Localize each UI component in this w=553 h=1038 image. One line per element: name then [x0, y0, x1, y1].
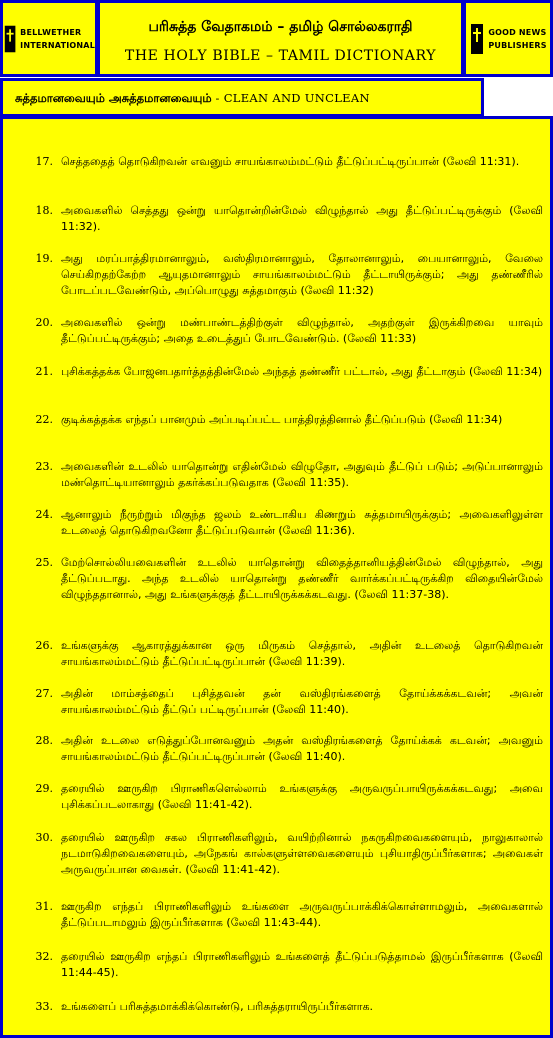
verse-item	[33, 949, 543, 981]
verse-number: 24.	[35, 508, 53, 521]
section-heading	[15, 91, 370, 107]
verse-text: அதின் உடலை எடுத்துப்போனவனும் அதன் வஸ்திரங்களைத் தோய்க்கக் கடவன்; அவனும் சாயங்காலம்மட்டும் தீட்டுப்பட்டிருப்பான் (லேவி 11:40).	[61, 734, 543, 763]
verse-text: ஊருகிற எந்தப் பிராணிகளிலும் உங்களை அருவருப்பாக்கிக்கொள்ளாமலும், அவைகளால் தீட்டுப்படாமலும் இருப்பீர்களாக (லேவி 11:43-44).	[61, 900, 543, 929]
verse-number: 31.	[35, 900, 53, 913]
verse-number: 25.	[35, 556, 53, 569]
verse-number: 22.	[35, 413, 53, 426]
verse-text: மேற்சொல்லியவைகளின் உடலில் யாதொன்று விதைத்தானியத்தின்மேல் விழுந்தால், அது தீட்டுப்படாது. அந்த உடலில் யாதொன்று தண்ணீர் வார்க்கப்பட்டிருக்கிற விதையின்மேல் விழுந்ததானால், அது உங்களுக்குத் தீட்டாயிருக்கக்கடவது. (லேவி 11:37-38).	[61, 556, 543, 601]
verse-number: 18.	[35, 204, 53, 217]
verse-number: 29.	[35, 782, 53, 795]
verse-number: 26.	[35, 639, 53, 652]
verse-number: 23.	[35, 460, 53, 473]
publisher-logo-right	[463, 0, 553, 77]
page-title-tamil: பரிசுத்த வேதாகமம் – தமிழ் சொல்லகராதி	[148, 19, 413, 35]
publisher-logo-left	[0, 0, 98, 77]
section-heading-english: - CLEAN AND UNCLEAN	[211, 91, 370, 105]
verse-item	[33, 154, 543, 170]
page-title-english: THE HOLY BIBLE – TAMIL DICTIONARY	[124, 48, 437, 64]
verse-number: 27.	[35, 687, 53, 700]
verse-number: 33.	[35, 1000, 53, 1013]
verse-text: தரையில் ஊருகிற பிராணிகளெல்லாம் உங்களுக்கு அருவருப்பாயிருக்கக்கடவது; அவை புசிக்கப்படலாகாது (லேவி 11:41-42).	[61, 782, 543, 811]
verse-text: அவைகளில் ஒன்று மண்பாண்டத்திற்குள் விழுந்தால், அதற்குள் இருக்கிறவை யாவும் தீட்டுப்பட்டிருக்கும்; அதை உடைத்துப் போடவேண்டும். (லேவி 11:33)	[61, 316, 543, 345]
verse-number: 17.	[35, 155, 53, 168]
verse-item	[33, 638, 543, 670]
verse-item	[33, 733, 543, 765]
title-box	[97, 0, 464, 77]
verse-text: அது மரப்பாத்திரமானாலும், வஸ்திரமானாலும், தோலானாலும், பையானாலும், வேலை செய்கிறதற்கேற்ற ஆயுதமானாலும் சாயங்காலம்மட்டும் தீட்டாயிருக்கும்; அது தண்ணீரில் போடப்படவேண்டும், அப்பொழுது சுத்தமாகும் (லேவி 11:32)	[61, 252, 543, 297]
verse-text: குடிக்கத்தக்க எந்தப் பானமும் அப்படிப்பட்ட பாத்திரத்தினால் தீட்டுப்படும் (லேவி 11:34)	[61, 413, 503, 426]
left-logo-line: BELLWETHER	[20, 27, 82, 37]
section-heading-tamil: சுத்தமானவையும் அசுத்தமானவையும்	[15, 91, 212, 105]
verse-text: அவைகளின் உடலில் யாதொன்று எதின்மேல் விழுதோ, அதுவும் தீட்டுப் படும்; அடுப்பானாலும் மண்தொட்டியானாலும் தகர்க்கப்படுவதாக (லேவி 11:35).	[61, 460, 543, 489]
verse-item	[33, 507, 543, 539]
verse-text: உங்களைப் பரிசுத்தமாக்கிக்கொண்டு, பரிசுத்தராயிருப்பீர்களாக.	[61, 1000, 373, 1013]
section-heading-box	[0, 78, 484, 117]
bible-icon	[469, 22, 485, 56]
verse-item	[33, 830, 543, 878]
verse-text: ஆனாலும் நீருற்றும் மிகுந்த ஜலம் உண்டாகிய கிணறும் சுத்தமாயிருக்கும்; அவைகளிலுள்ள உடலைத் தொடுகிறவனோ தீட்டுப்படுவான் (லேவி 11:36).	[61, 508, 543, 537]
verse-item	[33, 203, 543, 235]
verse-text: தரையில் ஊருகிற சகல பிராணிகளிலும், வயிற்றினால் நகருகிறவைகளையும், நாலுகாலால் நடமாடுகிறவைகளையும், அநேகங் கால்களுள்ளவைகளையும் புசியாதிருப்பீர்களாக; அவைகள் அருவருப்பான வைகள். (லேவி 11:41-42).	[61, 831, 543, 876]
right-logo-text	[488, 26, 546, 52]
verse-item	[33, 781, 543, 813]
verse-number: 21.	[35, 365, 53, 378]
verse-text: தரையில் ஊருகிற எந்தப் பிராணிகளிலும் உங்களைத் தீட்டுப்படுத்தாமல் இருப்பீர்களாக (லேவி 11:44-45).	[61, 950, 543, 979]
verse-list	[0, 116, 553, 1038]
left-logo-line: INTERNATIONAL	[20, 40, 95, 50]
verse-text: செத்ததைத் தொடுகிறவன் எவனும் சாயங்காலம்மட்டும் தீட்டுப்பட்டிருப்பான் (லேவி 11:31).	[61, 155, 520, 168]
verse-text: அதின் மாம்சத்தைப் புசித்தவன் தன் வஸ்திரங்களைத் தோய்க்கக்கடவன்; அவன் சாயங்காலம்மட்டும் தீட்டுப் பட்டிருப்பான் (லேவி 11:40).	[61, 687, 543, 716]
verse-item	[33, 412, 543, 428]
verse-item	[33, 899, 543, 931]
verse-item	[33, 999, 543, 1015]
left-logo-text	[20, 26, 95, 52]
verse-item	[33, 555, 543, 603]
verse-item	[33, 251, 543, 299]
verse-number: 32.	[35, 950, 53, 963]
right-logo-line: PUBLISHERS	[488, 40, 547, 50]
verse-item	[33, 459, 543, 491]
verse-number: 28.	[35, 734, 53, 747]
verse-number: 20.	[35, 316, 53, 329]
verse-number: 19.	[35, 252, 53, 265]
bible-icon	[3, 22, 17, 56]
verse-text: அவைகளில் செத்தது ஒன்று யாதொன்றின்மேல் விழுந்தால் அது தீட்டுப்பட்டிருக்கும் (லேவி 11:32).	[61, 204, 543, 233]
verse-item	[33, 315, 543, 347]
verse-number: 30.	[35, 831, 53, 844]
verse-item	[33, 364, 543, 380]
verse-item	[33, 686, 543, 718]
verse-text: உங்களுக்கு ஆகாரத்துக்கான ஒரு மிருகம் செத்தால், அதின் உடலைத் தொடுகிறவன் சாயங்காலம்மட்டும் தீட்டுப்பட்டிருப்பான் (லேவி 11:39).	[61, 639, 543, 668]
right-logo-line: GOOD NEWS	[488, 27, 547, 37]
verse-text: புசிக்கத்தக்க போஜனபதார்த்தத்தின்மேல் அந்தத் தண்ணீர் பட்டால், அது தீட்டாகும் (லேவி 11:34)	[61, 365, 543, 378]
